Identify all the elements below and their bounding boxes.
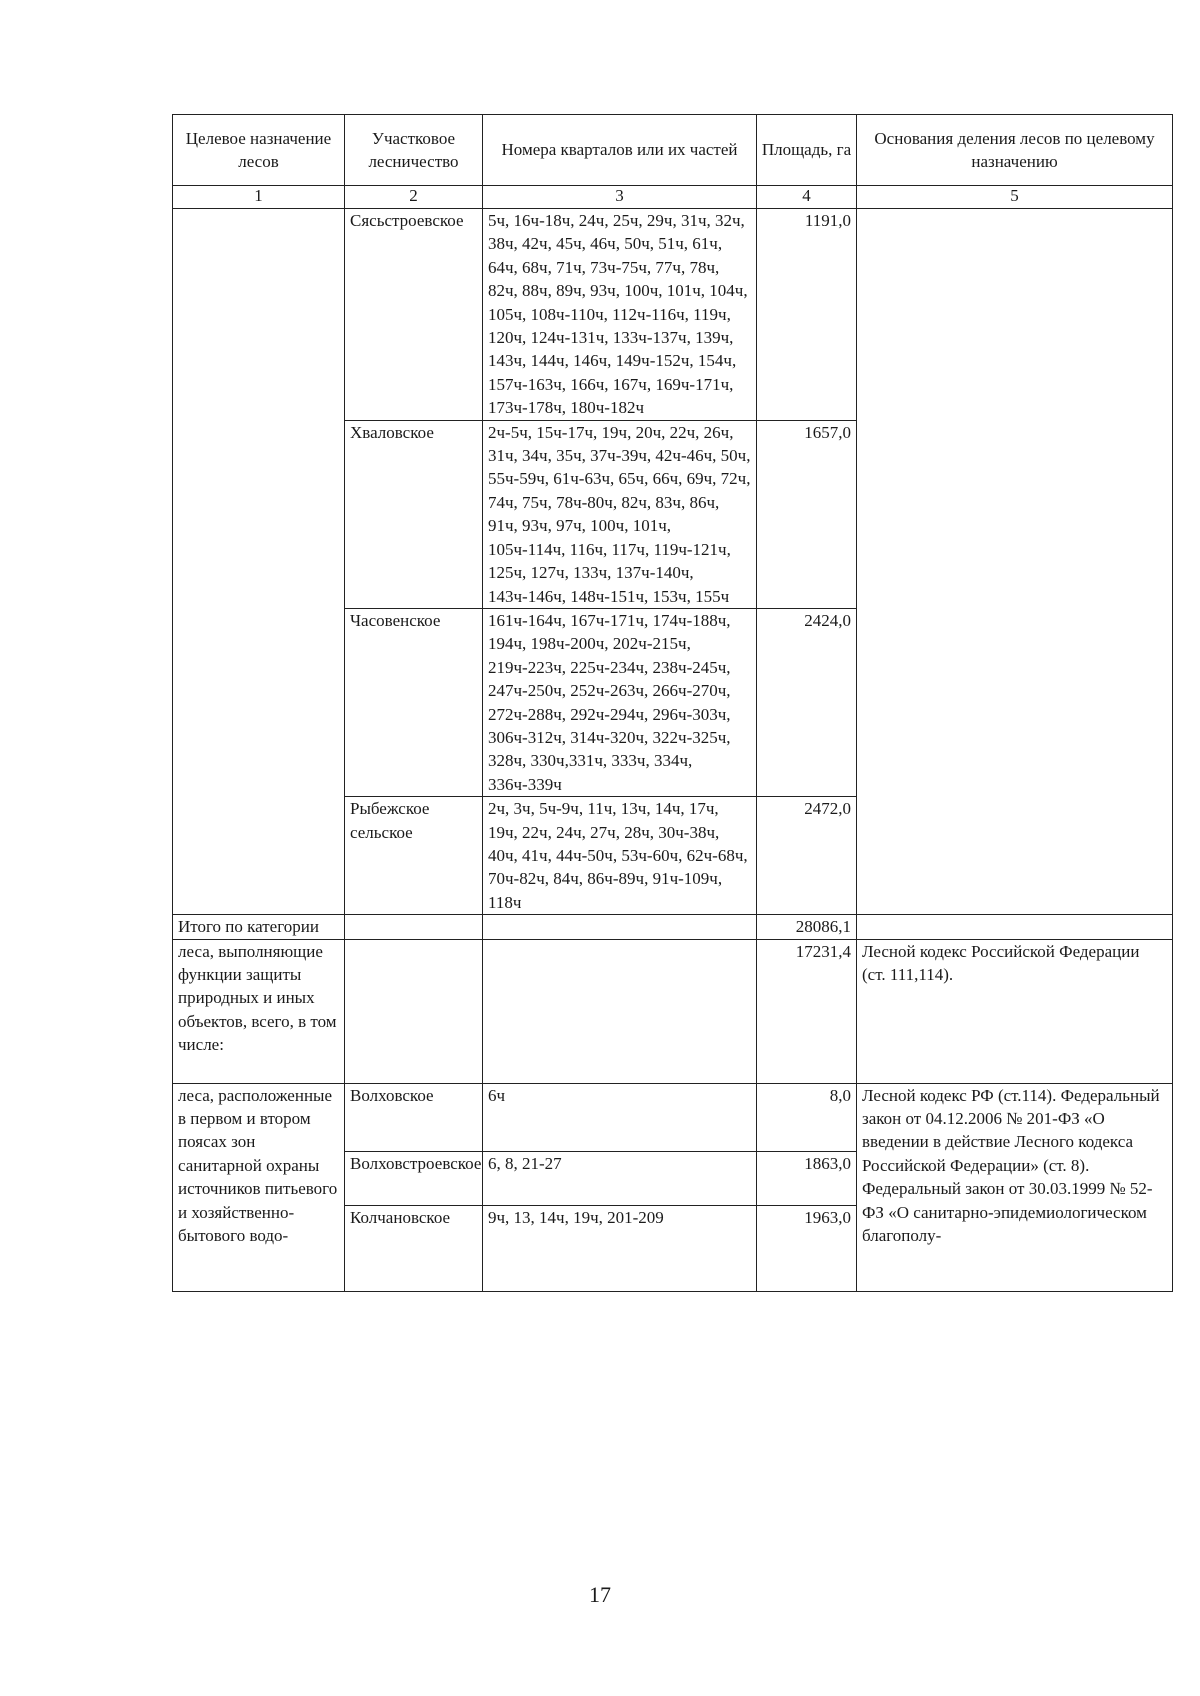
forestry-cell: Волховское: [345, 1083, 483, 1151]
quarters-cell: 9ч, 13, 14ч, 19ч, 201-209: [483, 1205, 757, 1291]
forestry-cell: Сясьстроевское: [345, 209, 483, 421]
forestry-cell: Колчановское: [345, 1205, 483, 1291]
column-number-row: [173, 186, 1173, 209]
category-purpose: леса, выполняющие функции защиты природных и иных объектов, всего, в том числе:: [173, 939, 345, 1083]
total-row: [173, 915, 1173, 939]
category-empty-cell: [483, 939, 757, 1083]
area-cell: 1191,0: [757, 209, 857, 421]
table-header-row: [173, 115, 1173, 186]
total-empty-cell: [345, 915, 483, 939]
header-area: Площадь, га: [757, 115, 857, 186]
quarters-cell: 2ч, 3ч, 5ч-9ч, 11ч, 13ч, 14ч, 17ч, 19ч, 22ч, 24ч, 27ч, 28ч, 30ч-38ч, 40ч, 41ч, 44ч-50ч, 53ч-60ч, 62ч-68ч, 70ч-82ч, 84ч, 86ч-89ч, 91ч-109ч, 118ч: [483, 797, 757, 915]
forestry-cell: Волховстроевское: [345, 1151, 483, 1205]
area-cell: 2472,0: [757, 797, 857, 915]
forestry-cell: Часовенское: [345, 608, 483, 796]
header-forestry: Участковое лесничество: [345, 115, 483, 186]
category-row: [173, 939, 1173, 1083]
subcategory-purpose: леса, расположенные в первом и втором поясах зон санитарной охраны источников питьевого и хозяйственно-бытового водо-: [173, 1083, 345, 1291]
category-basis: Лесной кодекс Российской Федерации (ст. 111,114).: [857, 939, 1173, 1083]
forest-purpose-table: [172, 114, 1173, 1292]
subcategory-basis: Лесной кодекс РФ (ст.114). Федеральный закон от 04.12.2006 № 201-ФЗ «О введении в действие Лесного кодекса Российской Федерации» (ст. 8). Федеральный закон от 30.03.1999 № 52-ФЗ «О санитарно-эпидемиологическом благополу-: [857, 1083, 1173, 1291]
column-number: 4: [757, 186, 857, 209]
quarters-cell: 6, 8, 21-27: [483, 1151, 757, 1205]
table-row: [173, 209, 1173, 421]
total-label: Итого по категории: [173, 915, 345, 939]
forestry-cell: Рыбежское сельское: [345, 797, 483, 915]
area-cell: 1657,0: [757, 420, 857, 608]
area-cell: 1963,0: [757, 1205, 857, 1291]
header-purpose: Целевое назначение лесов: [173, 115, 345, 186]
page-number: 17: [589, 1582, 611, 1607]
column-number: 5: [857, 186, 1173, 209]
column-number: 1: [173, 186, 345, 209]
category-empty-cell: [345, 939, 483, 1083]
quarters-cell: 161ч-164ч, 167ч-171ч, 174ч-188ч, 194ч, 198ч-200ч, 202ч-215ч, 219ч-223ч, 225ч-234ч, 238ч-245ч, 247ч-250ч, 252ч-263ч, 266ч-270ч, 272ч-288ч, 292ч-294ч, 296ч-303ч, 306ч-312ч, 314ч-320ч, 322ч-325ч, 328ч, 330ч,331ч, 333ч, 334ч, 336ч-339ч: [483, 608, 757, 796]
quarters-cell: 2ч-5ч, 15ч-17ч, 19ч, 20ч, 22ч, 26ч, 31ч, 34ч, 35ч, 37ч-39ч, 42ч-46ч, 50ч, 55ч-59ч, 61ч-63ч, 65ч, 66ч, 69ч, 72ч, 74ч, 75ч, 78ч-80ч, 82ч, 83ч, 86ч, 91ч, 93ч, 97ч, 100ч, 101ч, 105ч-114ч, 116ч, 117ч, 119ч-121ч, 125ч, 127ч, 133ч, 137ч-140ч, 143ч-146ч, 148ч-151ч, 153ч, 155ч: [483, 420, 757, 608]
quarters-cell: 6ч: [483, 1083, 757, 1151]
total-empty-cell: [483, 915, 757, 939]
header-basis: Основания деления лесов по целевому назначению: [857, 115, 1173, 186]
area-cell: 2424,0: [757, 608, 857, 796]
purpose-cell-empty: [173, 209, 345, 915]
basis-cell-empty: [857, 209, 1173, 915]
category-area: 17231,4: [757, 939, 857, 1083]
forestry-cell: Хваловское: [345, 420, 483, 608]
column-number: 2: [345, 186, 483, 209]
header-quarters: Номера кварталов или их частей: [483, 115, 757, 186]
total-empty-cell: [857, 915, 1173, 939]
area-cell: 8,0: [757, 1083, 857, 1151]
table-row: [173, 1083, 1173, 1151]
column-number: 3: [483, 186, 757, 209]
quarters-cell: 5ч, 16ч-18ч, 24ч, 25ч, 29ч, 31ч, 32ч, 38ч, 42ч, 45ч, 46ч, 50ч, 51ч, 61ч, 64ч, 68ч, 71ч, 73ч-75ч, 77ч, 78ч, 82ч, 88ч, 89ч, 93ч, 100ч, 101ч, 104ч, 105ч, 108ч-110ч, 112ч-116ч, 119ч, 120ч, 124ч-131ч, 133ч-137ч, 139ч, 143ч, 144ч, 146ч, 149ч-152ч, 154ч, 157ч-163ч, 166ч, 167ч, 169ч-171ч, 173ч-178ч, 180ч-182ч: [483, 209, 757, 421]
area-cell: 1863,0: [757, 1151, 857, 1205]
total-area: 28086,1: [757, 915, 857, 939]
